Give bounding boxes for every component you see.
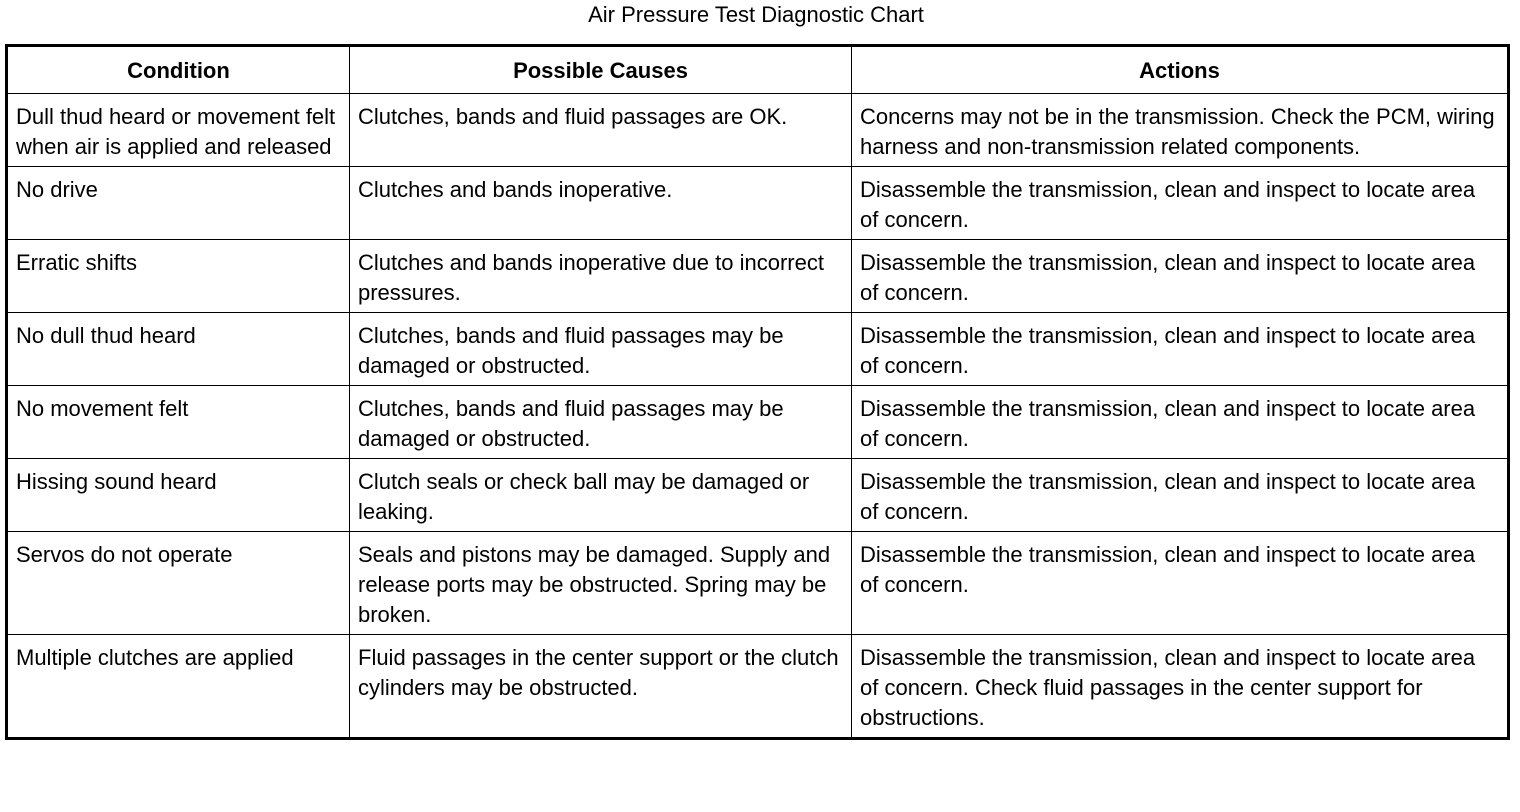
table-row <box>7 635 1509 739</box>
header-row <box>7 46 1509 94</box>
table-row <box>7 94 1509 167</box>
condition-cell: Hissing sound heard <box>7 459 350 532</box>
table-row <box>7 386 1509 459</box>
column-header-actions: Actions <box>852 46 1509 94</box>
table-row <box>7 167 1509 240</box>
causes-cell: Clutches and bands inoperative. <box>350 167 852 240</box>
condition-cell: No drive <box>7 167 350 240</box>
causes-cell: Fluid passages in the center support or the clutch cylinders may be obstructed. <box>350 635 852 739</box>
condition-cell: Multiple clutches are applied <box>7 635 350 739</box>
condition-cell: No movement felt <box>7 386 350 459</box>
actions-cell: Concerns may not be in the transmission. Check the PCM, wiring harness and non-transmission related components. <box>852 94 1509 167</box>
causes-cell: Clutches, bands and fluid passages are OK. <box>350 94 852 167</box>
causes-cell: Clutches, bands and fluid passages may be damaged or obstructed. <box>350 386 852 459</box>
actions-cell: Disassemble the transmission, clean and inspect to locate area of concern. <box>852 240 1509 313</box>
causes-cell: Clutches, bands and fluid passages may be damaged or obstructed. <box>350 313 852 386</box>
condition-cell: Dull thud heard or movement felt when air is applied and released <box>7 94 350 167</box>
condition-cell: Erratic shifts <box>7 240 350 313</box>
table-row <box>7 313 1509 386</box>
table-row <box>7 532 1509 635</box>
page-title: Air Pressure Test Diagnostic Chart <box>588 2 924 27</box>
column-header-possible-causes: Possible Causes <box>350 46 852 94</box>
actions-cell: Disassemble the transmission, clean and inspect to locate area of concern. <box>852 313 1509 386</box>
table-row <box>7 459 1509 532</box>
column-header-condition: Condition <box>7 46 350 94</box>
causes-cell: Clutches and bands inoperative due to incorrect pressures. <box>350 240 852 313</box>
condition-cell: No dull thud heard <box>7 313 350 386</box>
condition-cell: Servos do not operate <box>7 532 350 635</box>
actions-cell: Disassemble the transmission, clean and inspect to locate area of concern. <box>852 459 1509 532</box>
table-row <box>7 240 1509 313</box>
causes-cell: Clutch seals or check ball may be damaged or leaking. <box>350 459 852 532</box>
actions-cell: Disassemble the transmission, clean and inspect to locate area of concern. <box>852 167 1509 240</box>
actions-cell: Disassemble the transmission, clean and inspect to locate area of concern. <box>852 386 1509 459</box>
actions-cell: Disassemble the transmission, clean and inspect to locate area of concern. <box>852 532 1509 635</box>
actions-cell: Disassemble the transmission, clean and inspect to locate area of concern. Check fluid passages in the center support for obstructions. <box>852 635 1509 739</box>
causes-cell: Seals and pistons may be damaged. Supply and release ports may be obstructed. Spring may be broken. <box>350 532 852 635</box>
diagnostic-table <box>5 44 1510 740</box>
